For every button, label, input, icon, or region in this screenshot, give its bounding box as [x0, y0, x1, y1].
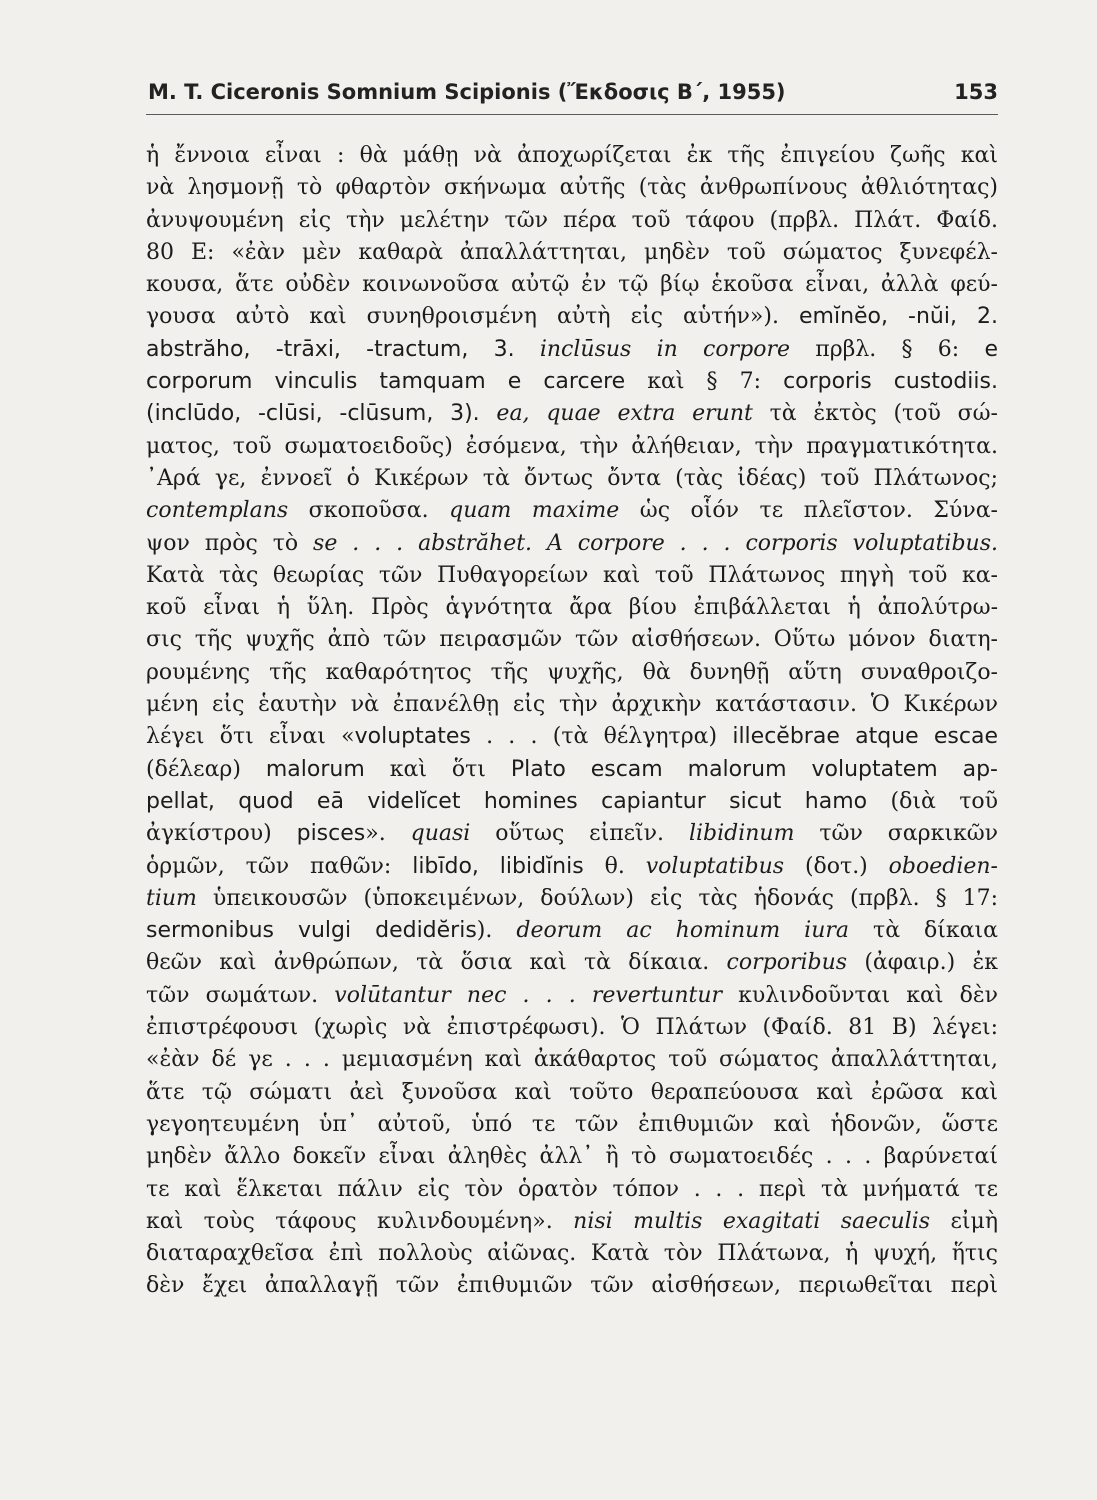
text-line: [146, 1174, 998, 1206]
italic-lemma: deorum ac hominum iura: [516, 918, 850, 944]
text-line: [146, 560, 998, 592]
italic-lemma: contemplans: [146, 498, 289, 524]
greek-text: 80 Ε: «ἐὰν μὲν καθαρὰ ἀπαλλάττηται, μηδὲν τοῦ σώματος ξυνεφέλ-: [146, 239, 998, 265]
text-line: [146, 883, 998, 915]
greek-text: «ἐὰν δέ γε . . . μεμιασμένη καὶ ἀκάθαρτος τοῦ σώματος ἀπαλλάττηται,: [146, 1047, 998, 1073]
text-line: [146, 689, 998, 721]
text-line: [146, 721, 998, 753]
greek-text: (διὰ τοῦ: [867, 788, 998, 814]
latin-text: emĭnĕo, -nŭi, 2.: [798, 304, 998, 330]
greek-text: δὲν ἔχει ἀπαλλαγῇ τῶν ἐπιθυμιῶν τῶν αἰσθήσεων, περιωθεῖται περὶ: [146, 1273, 998, 1299]
latin-text: abstrăho, -trāxi, -tractum, 3.: [146, 336, 540, 362]
greek-text: μηδὲν ἄλλο δοκεῖν εἶναι ἀληθὲς ἀλλ᾿ ἢ τὸ σωματοειδές . . . βαρύνεταί: [146, 1144, 998, 1170]
latin-text: corporum vinculis tamquam e carcere: [146, 369, 626, 395]
text-line: [146, 851, 998, 883]
page-number: 153: [954, 80, 998, 104]
greek-text: πρβλ. § 6:: [789, 336, 985, 362]
latin-text: pisces: [296, 821, 366, 847]
text-line: [146, 269, 998, 301]
text-line: [146, 334, 998, 366]
running-title: M. T. Ciceronis Somnium Scipionis (Ἔκδοσις Β΄, 1955): [148, 80, 786, 104]
italic-lemma: inclūsus in corpore: [539, 336, 790, 362]
greek-text: σκοποῦσα.: [288, 498, 450, 524]
italic-lemma: libidinum: [688, 821, 795, 847]
greek-text: ρουμένης τῆς καθαρότητος τῆς ψυχῆς, θὰ δυνηθῇ αὕτη συναθροιζο-: [146, 659, 998, 685]
text-line: [146, 818, 998, 850]
greek-text: σις τῆς ψυχῆς ἀπὸ τῶν πειρασμῶν τῶν αἰσθήσεων. Οὕτω μόνον διατη-: [146, 627, 998, 653]
greek-text: τὰ ἐκτὸς (τοῦ σώ-: [752, 401, 998, 427]
text-line: [146, 1044, 998, 1076]
greek-text: γουσα αὐτὸ καὶ συνηθροισμένη αὐτὴ εἰς αὑτήν»).: [146, 304, 799, 330]
text-line: [146, 1238, 998, 1270]
greek-text: ὁρμῶν, τῶν παθῶν:: [146, 853, 413, 879]
greek-text: ματος, τοῦ σωματοειδοῦς) ἐσόμενα, τὴν ἀλήθειαν, τὴν πραγματικότητα.: [146, 433, 998, 459]
greek-text: μένη εἰς ἑαυτὴν νὰ ἐπανέλθῃ εἰς τὴν ἀρχικὴν κατάστασιν. Ὁ Κικέρων: [146, 692, 998, 718]
greek-text: ).: [476, 918, 517, 944]
text-line: [146, 205, 998, 237]
text-line: [146, 980, 998, 1012]
text-line: [146, 1270, 998, 1302]
text-line: [146, 1206, 998, 1238]
commentary-text: [146, 140, 998, 1303]
italic-lemma: ea, quae extra erunt: [496, 401, 753, 427]
greek-text: ἡ ἔννοια εἶναι : θὰ μάθῃ νὰ ἀποχωρίζεται ἐκ τῆς ἐπιγείου ζωῆς καὶ: [146, 143, 998, 168]
latin-text: (inclūdo, -clūsi, -clūsum, 3).: [146, 401, 497, 427]
greek-text: (δοτ.): [784, 853, 889, 879]
text-line: [146, 398, 998, 430]
text-line: [146, 1077, 998, 1109]
italic-lemma: oboedien-: [888, 853, 998, 879]
greek-text: διαταραχθεῖσα ἐπὶ πολλοὺς αἰῶνας. Κατὰ τὸν Πλάτωνα, ἡ ψυχή, ἥτις: [146, 1241, 998, 1267]
greek-text: (δέλεαρ): [146, 756, 266, 782]
greek-text: γεγοητευμένη ὑπ᾿ αὐτοῦ, ὑπό τε τῶν ἐπιθυμιῶν καὶ ἡδονῶν, ὥστε: [146, 1111, 998, 1137]
latin-text: malorum: [265, 756, 365, 782]
greek-text: τῶν σαρκικῶν: [794, 821, 998, 847]
text-line: [146, 754, 998, 786]
text-line: [146, 624, 998, 656]
text-line: [146, 140, 998, 172]
greek-text: ὡς οἷόν τε πλεῖστον. Σύνα-: [619, 498, 998, 524]
text-line: [146, 301, 998, 333]
greek-text: (ἀφαιρ.) ἐκ: [847, 950, 998, 976]
running-header: [148, 76, 998, 110]
greek-text: τῶν σωμάτων.: [146, 982, 335, 1008]
italic-lemma: se . . . abstrăhet. A corpore . . . corporis voluptatibus.: [313, 530, 998, 556]
latin-text: sermonibus vulgi dedidĕris: [146, 918, 477, 944]
text-line: [146, 1012, 998, 1044]
greek-text: . . . (τὰ θέλγητρα): [470, 724, 733, 750]
greek-text: θ.: [583, 853, 646, 879]
greek-text: τὰ δίκαια: [849, 918, 998, 944]
latin-text: voluptates: [354, 724, 471, 750]
italic-lemma: tium: [146, 885, 197, 911]
greek-text: λέγει ὅτι εἶναι «: [146, 724, 355, 750]
text-line: [146, 657, 998, 689]
greek-text: καὶ ὅτι: [364, 756, 511, 782]
greek-text: ἅτε τῷ σώματι ἀεὶ ξυνοῦσα καὶ τοῦτο θεραπεύουσα καὶ ἐρῶσα καὶ: [146, 1079, 998, 1105]
greek-text: ἀγκίστρου): [146, 821, 297, 847]
greek-text: εἰμὴ: [930, 1208, 998, 1234]
greek-text: καὶ § 7:: [625, 369, 784, 395]
latin-text: Plato escam malorum voluptatem ap-: [510, 756, 998, 782]
text-line: [146, 1109, 998, 1141]
text-line: [146, 366, 998, 398]
greek-text: οὕτως εἰπεῖν.: [470, 821, 689, 847]
greek-text: κοῦ εἶναι ἡ ὕλη. Πρὸς ἁγνότητα ἄρα βίου ἐπιβάλλεται ἡ ἀπολύτρω-: [146, 595, 998, 621]
text-line: [146, 172, 998, 204]
text-line: [146, 431, 998, 463]
italic-lemma: nisi multis exagitati saeculis: [573, 1208, 931, 1234]
text-line: [146, 495, 998, 527]
greek-text: καὶ τοὺς τάφους κυλινδουμένη».: [146, 1208, 574, 1234]
greek-text: ἐπιστρέφουσι (χωρὶς νὰ ἐπιστρέφωσι). Ὁ Πλάτων (Φαίδ. 81 Β) λέγει:: [146, 1015, 998, 1041]
italic-lemma: quam maxime: [449, 498, 620, 524]
text-line: [146, 1141, 998, 1173]
greek-text: ὑπεικουσῶν (ὑποκειμένων, δούλων) εἰς τὰς ἡδονάς (πρβλ. § 17:: [196, 885, 998, 911]
text-line: [146, 463, 998, 495]
greek-text: ἀνυψουμένη εἰς τὴν μελέτην τῶν πέρα τοῦ τάφου (πρβλ. Πλάτ. Φαίδ.: [146, 207, 998, 233]
italic-lemma: quasi: [410, 821, 471, 847]
italic-lemma: voluptatibus: [645, 853, 785, 879]
text-line: [146, 786, 998, 818]
latin-text: libīdo, libidĭnis: [412, 853, 584, 879]
greek-text: τε καὶ ἕλκεται πάλιν εἰς τὸν ὁρατὸν τόπον . . . περὶ τὰ μνήματά τε: [146, 1176, 998, 1202]
latin-text: pellat, quod eā videlĭcet homines capiantur sicut hamo: [146, 788, 868, 814]
greek-text: θεῶν καὶ ἀνθρώπων, τὰ ὅσια καὶ τὰ δίκαια.: [146, 950, 727, 976]
header-rule: [146, 114, 998, 115]
greek-text: κυλινδοῦνται καὶ δὲν: [722, 982, 998, 1008]
greek-text: κουσα, ἅτε οὐδὲν κοινωνοῦσα αὐτῷ ἐν τῷ βίῳ ἑκοῦσα εἶναι, ἀλλὰ φεύ-: [146, 272, 998, 298]
latin-text: corporis custodiis.: [783, 369, 998, 395]
italic-lemma: volūtantur nec . . . revertuntur: [334, 982, 723, 1008]
latin-text: e: [984, 336, 998, 362]
greek-text: Κατὰ τὰς θεωρίας τῶν Πυθαγορείων καὶ τοῦ Πλάτωνος πηγὴ τοῦ κα-: [146, 562, 998, 588]
latin-text: illecĕbrae atque escae: [732, 724, 998, 750]
text-line: [146, 947, 998, 979]
text-line: [146, 592, 998, 624]
greek-text: ᾿Αρά γε, ἐννοεῖ ὁ Κικέρων τὰ ὄντως ὄντα (τὰς ἰδέας) τοῦ Πλάτωνος;: [146, 465, 998, 491]
greek-text: ».: [365, 821, 411, 847]
italic-lemma: corporibus: [726, 950, 848, 976]
greek-text: νὰ λησμονῇ τὸ φθαρτὸν σκήνωμα αὐτῆς (τὰς ἀνθρωπίνους ἀθλιότητας): [146, 175, 998, 201]
greek-text: ψον πρὸς τὸ: [146, 530, 314, 556]
text-line: [146, 528, 998, 560]
text-line: [146, 237, 998, 269]
text-line: [146, 915, 998, 947]
